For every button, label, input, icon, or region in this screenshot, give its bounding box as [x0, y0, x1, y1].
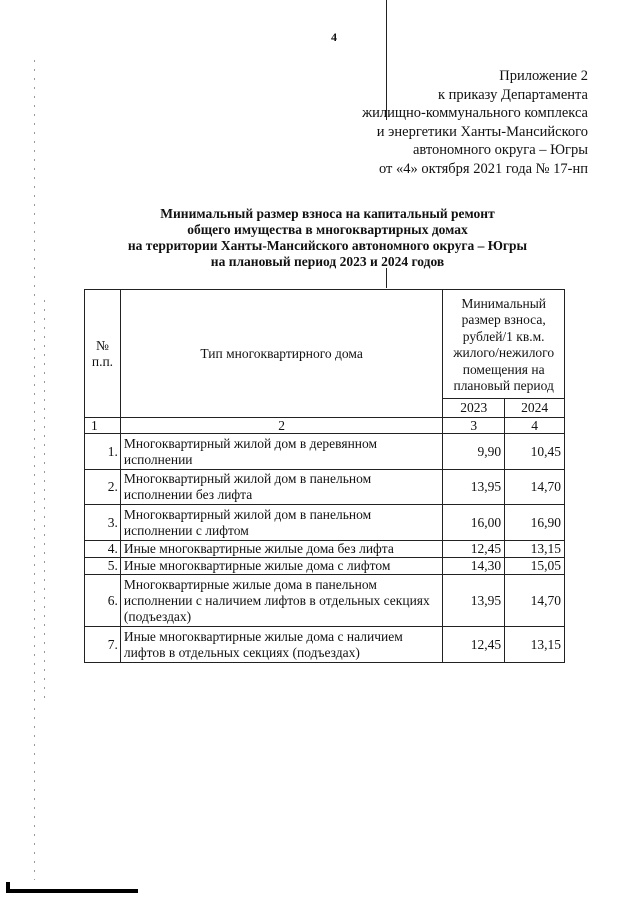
title-line: на территории Ханты-Мансийского автономного округа – Югры [127, 238, 528, 253]
appendix-line: жилищно-коммунального комплекса [362, 105, 588, 121]
rate-2024: 14,70 [505, 470, 565, 505]
house-type: Многоквартирный жилой дом в панельном исполнении без лифта [120, 470, 442, 505]
rate-2023: 12,45 [443, 627, 505, 663]
appendix-line: Приложение 2 [499, 68, 588, 84]
header-min-rate: Минимальный размер взноса, рублей/1 кв.м. жилого/нежилого помещения на плановый период [443, 290, 565, 399]
page-number: 4 [331, 30, 337, 44]
table-row [85, 575, 565, 627]
table-row [85, 470, 565, 505]
rate-2023: 9,90 [443, 434, 505, 470]
table-row [85, 627, 565, 663]
title-line: общего имущества в многоквартирных домах [187, 222, 468, 237]
rate-2023: 13,95 [443, 575, 505, 627]
scan-corner-bracket [6, 882, 138, 893]
house-type: Многоквартирный жилой дом в деревянном исполнении [120, 434, 442, 470]
scan-artifact-dots [44, 300, 45, 700]
rates-table [84, 289, 565, 663]
column-index: 4 [505, 418, 565, 434]
house-type: Иные многоквартирные жилые дома без лифта [120, 541, 442, 558]
title-line: на плановый период 2023 и 2024 годов [210, 254, 445, 269]
rate-2024: 13,15 [505, 541, 565, 558]
appendix-line: к приказу Департамента [437, 86, 588, 103]
header-house-type: Тип многоквартирного дома [120, 290, 442, 418]
appendix-line: автономного округа – Югры [412, 142, 588, 158]
house-type: Иные многоквартирные жилые дома с лифтом [120, 558, 442, 575]
rate-2024: 10,45 [505, 434, 565, 470]
column-index: 3 [443, 418, 505, 434]
house-type: Иные многоквартирные жилые дома с наличием лифтов в отдельных секциях (подъездах) [120, 627, 442, 663]
row-number: 6. [85, 575, 121, 627]
rate-2023: 16,00 [443, 505, 505, 541]
scan-artifact-line [386, 268, 387, 288]
appendix-header [362, 67, 588, 178]
header-year-2023: 2023 [443, 399, 505, 418]
header-year-2024: 2024 [505, 399, 565, 418]
table-row [85, 541, 565, 558]
table-row [85, 505, 565, 541]
column-index: 1 [85, 418, 121, 434]
header-number: № п.п. [85, 290, 121, 418]
house-type: Многоквартирный жилой дом в панельном исполнении с лифтом [120, 505, 442, 541]
document-title [80, 206, 575, 270]
row-number: 1. [85, 434, 121, 470]
rate-2024: 15,05 [505, 558, 565, 575]
rate-2023: 12,45 [443, 541, 505, 558]
column-index: 2 [120, 418, 442, 434]
row-number: 5. [85, 558, 121, 575]
rate-2023: 13,95 [443, 470, 505, 505]
row-number: 4. [85, 541, 121, 558]
appendix-line: и энергетики Ханты-Мансийского [376, 123, 588, 140]
column-index-row [85, 418, 565, 434]
rate-2024: 13,15 [505, 627, 565, 663]
row-number: 2. [85, 470, 121, 505]
table-row [85, 558, 565, 575]
scan-artifact-dots [34, 60, 35, 880]
appendix-line: от «4» октября 2021 года № 17-нп [378, 160, 588, 177]
title-line: Минимальный размер взноса на капитальный ремонт [160, 206, 495, 221]
rate-2024: 14,70 [505, 575, 565, 627]
row-number: 7. [85, 627, 121, 663]
house-type: Многоквартирные жилые дома в панельном исполнении с наличием лифтов в отдельных секциях (подъездах) [120, 575, 442, 627]
row-number: 3. [85, 505, 121, 541]
rate-2024: 16,90 [505, 505, 565, 541]
table-row [85, 434, 565, 470]
rate-2023: 14,30 [443, 558, 505, 575]
